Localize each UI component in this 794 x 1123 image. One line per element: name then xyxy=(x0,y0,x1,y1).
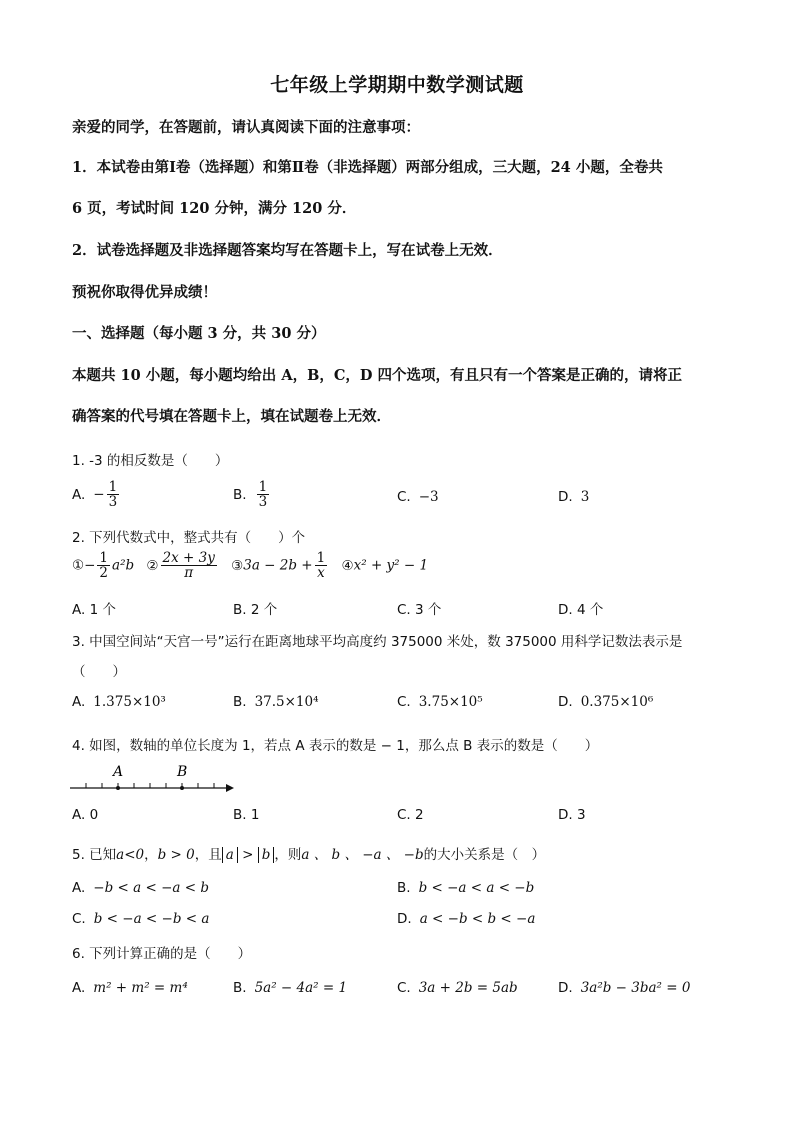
point-a-label: A xyxy=(113,764,124,780)
q6-option-c: C. 3a + 2b = 5ab xyxy=(397,980,518,996)
q1-option-d: D. 3 xyxy=(558,489,590,505)
notice-item2: 2．试卷选择题及非选择题答案均写在答题卡上，写在试卷上无效． xyxy=(72,242,503,259)
q5-option-c: C. b < −a < −b < a xyxy=(72,911,210,927)
point-a-dot xyxy=(116,786,120,790)
section1-heading: 一、选择题（每小题 3 分，共 30 分） xyxy=(72,325,326,342)
q4-option-d: D. 3 xyxy=(558,807,586,823)
q6-option-b: B. 5a² − 4a² = 1 xyxy=(233,980,348,996)
q5-stem: 5. 已知a<0，b > 0，且 a > b ，则a 、 b 、 −a 、 −b的大小关系是（ ） xyxy=(72,847,546,863)
q3-stem-line2: （ ） xyxy=(72,664,126,680)
q2-stem: 2. 下列代数式中，整式共有（ ）个 xyxy=(72,530,306,546)
page-title: 七年级上学期期中数学测试题 xyxy=(270,74,524,96)
section1-desc-line1: 本题共 10 小题，每小题均给出 A，B，C，D 四个选项，有且只有一个答案是正确的，请将正 xyxy=(72,367,682,384)
notice-item1-line2: 6 页，考试时间 120 分钟，满分 120 分． xyxy=(72,200,357,217)
q6-stem: 6. 下列计算正确的是（ ） xyxy=(72,946,252,962)
q6-option-d: D. 3a²b − 3ba² = 0 xyxy=(558,980,691,996)
number-line-figure xyxy=(68,760,238,800)
q5-option-b: B. b < −a < a < −b xyxy=(397,880,535,896)
notice-intro: 亲爱的同学，在答题前，请认真阅读下面的注意事项： xyxy=(72,119,420,136)
q4-option-b: B. 1 xyxy=(233,807,260,823)
q6-option-a: A. m² + m² = m⁴ xyxy=(72,980,188,996)
q3-option-c: C. 3.75×10⁵ xyxy=(397,694,483,710)
q2-option-d: D. 4 个 xyxy=(558,602,604,618)
notice-item1-line1: 1．本试卷由第Ⅰ卷（选择题）和第Ⅱ卷（非选择题）两部分组成，三大题，24 小题，全卷共 xyxy=(72,159,663,176)
q3-option-a: A. 1.375×10³ xyxy=(72,694,166,710)
q4-option-c: C. 2 xyxy=(397,807,424,823)
point-b-dot xyxy=(180,786,184,790)
q2-option-a: A. 1 个 xyxy=(72,602,116,618)
q1-option-b: B. $\frac{1}{3}$ xyxy=(233,479,268,511)
q5-option-d: D. a < −b < b < −a xyxy=(397,911,536,927)
q2-expressions: ①− $\frac{1}{2}$ a²b ② $\frac{2x + 3y}{\pi}$ ③3a − 2b + $\frac{1}{x}$ ④x² + y² − 1 xyxy=(72,550,429,582)
q1-stem: 1. -3 的相反数是（ ） xyxy=(72,453,229,469)
notice-wish: 预祝你取得优异成绩！ xyxy=(72,284,217,301)
q3-stem-line1: 3. 中国空间站“天宫一号”运行在距离地球平均高度约 375000 米处，数 375000 用科学记数法表示是 xyxy=(72,634,683,650)
q4-option-a: A. 0 xyxy=(72,807,99,823)
q3-option-d: D. 0.375×10⁶ xyxy=(558,694,654,710)
q3-option-b: B. 37.5×10⁴ xyxy=(233,694,319,710)
q1-option-c: C. −3 xyxy=(397,489,439,505)
point-b-label: B xyxy=(177,764,188,780)
q2-option-c: C. 3 个 xyxy=(397,602,442,618)
q4-stem: 4. 如图，数轴的单位长度为 1，若点 A 表示的数是 − 1，那么点 B 表示的数是（ ） xyxy=(72,738,599,754)
q5-option-a: A. −b < a < −a < b xyxy=(72,880,209,896)
section1-desc-line2: 确答案的代号填在答题卡上，填在试题卷上无效． xyxy=(72,408,391,425)
q1-option-a: A. − $\frac{1}{3}$ xyxy=(72,479,118,511)
number-line-arrow xyxy=(226,784,234,792)
q2-option-b: B. 2 个 xyxy=(233,602,278,618)
